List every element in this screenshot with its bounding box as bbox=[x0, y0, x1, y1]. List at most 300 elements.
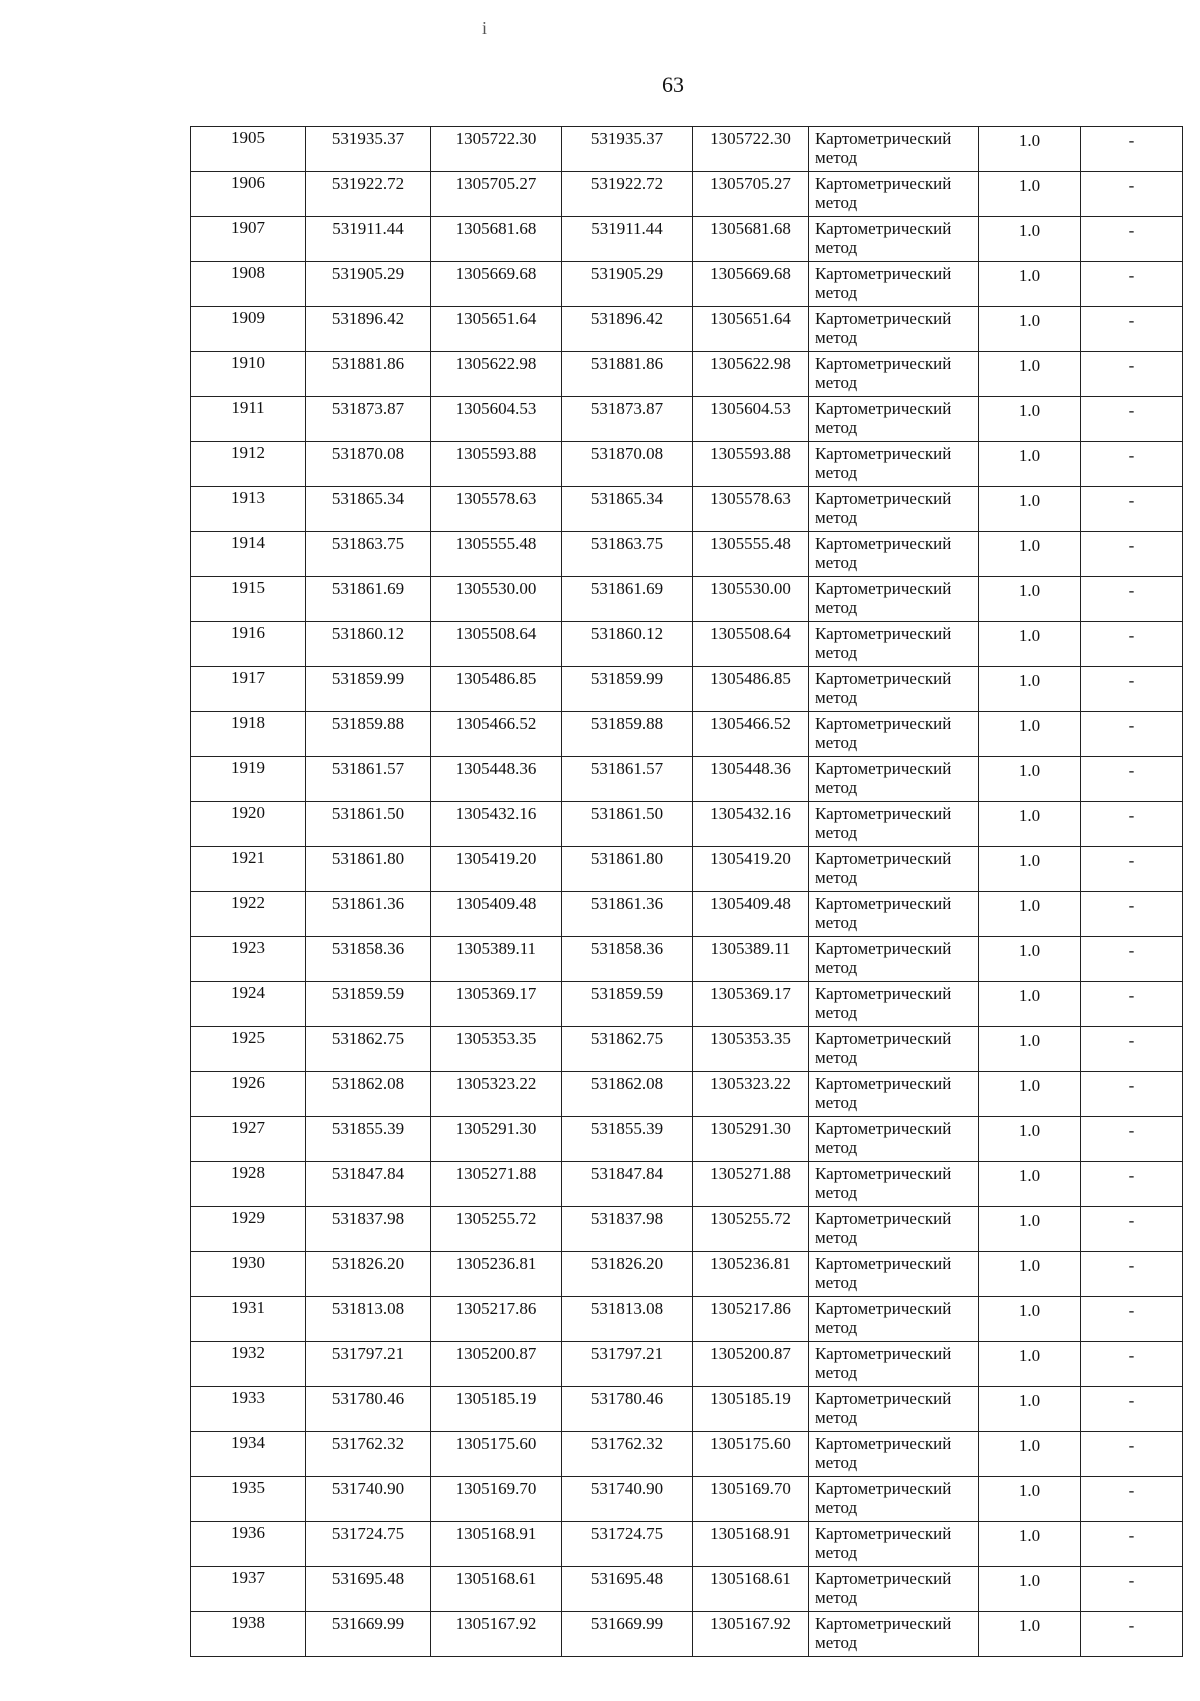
accuracy-cell: 1.0 bbox=[979, 892, 1081, 937]
accuracy-cell: 1.0 bbox=[979, 1432, 1081, 1477]
method-cell: Картометрический метод bbox=[809, 442, 979, 487]
table-row bbox=[191, 1117, 1183, 1162]
table-row bbox=[191, 1612, 1183, 1657]
accuracy-cell: 1.0 bbox=[979, 1387, 1081, 1432]
method-cell: Картометрический метод bbox=[809, 1477, 979, 1522]
point-number-cell: 1930 bbox=[191, 1252, 306, 1297]
x-coordinate-cell: 531847.84 bbox=[306, 1162, 431, 1207]
table-row bbox=[191, 217, 1183, 262]
y-coordinate-copy-cell: 1305593.88 bbox=[693, 442, 809, 487]
y-coordinate-cell: 1305255.72 bbox=[431, 1207, 562, 1252]
description-cell: - bbox=[1081, 1432, 1183, 1477]
y-coordinate-cell: 1305185.19 bbox=[431, 1387, 562, 1432]
point-number-cell: 1907 bbox=[191, 217, 306, 262]
y-coordinate-cell: 1305168.91 bbox=[431, 1522, 562, 1567]
table-row bbox=[191, 667, 1183, 712]
description-cell: - bbox=[1081, 487, 1183, 532]
coordinates-table bbox=[190, 126, 1183, 1657]
method-cell: Картометрический метод bbox=[809, 667, 979, 712]
x-coordinate-cell: 531870.08 bbox=[306, 442, 431, 487]
y-coordinate-cell: 1305353.35 bbox=[431, 1027, 562, 1072]
x-coordinate-copy-cell: 531859.59 bbox=[562, 982, 693, 1027]
table-row bbox=[191, 757, 1183, 802]
table-row bbox=[191, 307, 1183, 352]
accuracy-cell: 1.0 bbox=[979, 352, 1081, 397]
point-number-cell: 1919 bbox=[191, 757, 306, 802]
accuracy-cell: 1.0 bbox=[979, 442, 1081, 487]
y-coordinate-copy-cell: 1305722.30 bbox=[693, 127, 809, 172]
description-cell: - bbox=[1081, 1027, 1183, 1072]
accuracy-cell: 1.0 bbox=[979, 1252, 1081, 1297]
table-row bbox=[191, 712, 1183, 757]
point-number-cell: 1928 bbox=[191, 1162, 306, 1207]
point-number-cell: 1935 bbox=[191, 1477, 306, 1522]
x-coordinate-copy-cell: 531813.08 bbox=[562, 1297, 693, 1342]
x-coordinate-copy-cell: 531863.75 bbox=[562, 532, 693, 577]
y-coordinate-cell: 1305432.16 bbox=[431, 802, 562, 847]
table-row bbox=[191, 1522, 1183, 1567]
description-cell: - bbox=[1081, 1477, 1183, 1522]
x-coordinate-copy-cell: 531865.34 bbox=[562, 487, 693, 532]
point-number-cell: 1936 bbox=[191, 1522, 306, 1567]
method-cell: Картометрический метод bbox=[809, 1432, 979, 1477]
x-coordinate-cell: 531865.34 bbox=[306, 487, 431, 532]
accuracy-cell: 1.0 bbox=[979, 712, 1081, 757]
x-coordinate-copy-cell: 531762.32 bbox=[562, 1432, 693, 1477]
point-number-cell: 1916 bbox=[191, 622, 306, 667]
x-coordinate-cell: 531695.48 bbox=[306, 1567, 431, 1612]
x-coordinate-copy-cell: 531859.88 bbox=[562, 712, 693, 757]
x-coordinate-copy-cell: 531847.84 bbox=[562, 1162, 693, 1207]
y-coordinate-copy-cell: 1305236.81 bbox=[693, 1252, 809, 1297]
method-cell: Картометрический метод bbox=[809, 982, 979, 1027]
x-coordinate-cell: 531826.20 bbox=[306, 1252, 431, 1297]
method-cell: Картометрический метод bbox=[809, 1027, 979, 1072]
x-coordinate-cell: 531861.69 bbox=[306, 577, 431, 622]
point-number-cell: 1908 bbox=[191, 262, 306, 307]
y-coordinate-copy-cell: 1305622.98 bbox=[693, 352, 809, 397]
y-coordinate-cell: 1305466.52 bbox=[431, 712, 562, 757]
method-cell: Картометрический метод bbox=[809, 127, 979, 172]
table-row bbox=[191, 397, 1183, 442]
description-cell: - bbox=[1081, 1162, 1183, 1207]
accuracy-cell: 1.0 bbox=[979, 667, 1081, 712]
y-coordinate-cell: 1305555.48 bbox=[431, 532, 562, 577]
accuracy-cell: 1.0 bbox=[979, 262, 1081, 307]
x-coordinate-cell: 531860.12 bbox=[306, 622, 431, 667]
accuracy-cell: 1.0 bbox=[979, 982, 1081, 1027]
x-coordinate-cell: 531762.32 bbox=[306, 1432, 431, 1477]
description-cell: - bbox=[1081, 307, 1183, 352]
y-coordinate-copy-cell: 1305448.36 bbox=[693, 757, 809, 802]
x-coordinate-copy-cell: 531911.44 bbox=[562, 217, 693, 262]
table-row bbox=[191, 1477, 1183, 1522]
y-coordinate-cell: 1305722.30 bbox=[431, 127, 562, 172]
description-cell: - bbox=[1081, 127, 1183, 172]
x-coordinate-cell: 531855.39 bbox=[306, 1117, 431, 1162]
y-coordinate-cell: 1305167.92 bbox=[431, 1612, 562, 1657]
x-coordinate-cell: 531861.50 bbox=[306, 802, 431, 847]
x-coordinate-cell: 531905.29 bbox=[306, 262, 431, 307]
y-coordinate-copy-cell: 1305486.85 bbox=[693, 667, 809, 712]
point-number-cell: 1933 bbox=[191, 1387, 306, 1432]
x-coordinate-cell: 531780.46 bbox=[306, 1387, 431, 1432]
y-coordinate-cell: 1305323.22 bbox=[431, 1072, 562, 1117]
x-coordinate-copy-cell: 531861.80 bbox=[562, 847, 693, 892]
accuracy-cell: 1.0 bbox=[979, 577, 1081, 622]
point-number-cell: 1934 bbox=[191, 1432, 306, 1477]
point-number-cell: 1926 bbox=[191, 1072, 306, 1117]
y-coordinate-cell: 1305169.70 bbox=[431, 1477, 562, 1522]
table-row bbox=[191, 982, 1183, 1027]
x-coordinate-copy-cell: 531905.29 bbox=[562, 262, 693, 307]
y-coordinate-cell: 1305291.30 bbox=[431, 1117, 562, 1162]
point-number-cell: 1912 bbox=[191, 442, 306, 487]
method-cell: Картометрический метод bbox=[809, 1117, 979, 1162]
y-coordinate-copy-cell: 1305432.16 bbox=[693, 802, 809, 847]
accuracy-cell: 1.0 bbox=[979, 1567, 1081, 1612]
table-row bbox=[191, 1297, 1183, 1342]
x-coordinate-cell: 531862.75 bbox=[306, 1027, 431, 1072]
accuracy-cell: 1.0 bbox=[979, 217, 1081, 262]
accuracy-cell: 1.0 bbox=[979, 172, 1081, 217]
description-cell: - bbox=[1081, 1522, 1183, 1567]
x-coordinate-copy-cell: 531861.50 bbox=[562, 802, 693, 847]
accuracy-cell: 1.0 bbox=[979, 127, 1081, 172]
description-cell: - bbox=[1081, 1387, 1183, 1432]
x-coordinate-cell: 531881.86 bbox=[306, 352, 431, 397]
x-coordinate-copy-cell: 531855.39 bbox=[562, 1117, 693, 1162]
point-number-cell: 1938 bbox=[191, 1612, 306, 1657]
description-cell: - bbox=[1081, 1297, 1183, 1342]
x-coordinate-cell: 531863.75 bbox=[306, 532, 431, 577]
point-number-cell: 1905 bbox=[191, 127, 306, 172]
x-coordinate-cell: 531740.90 bbox=[306, 1477, 431, 1522]
method-cell: Картометрический метод bbox=[809, 577, 979, 622]
y-coordinate-cell: 1305419.20 bbox=[431, 847, 562, 892]
point-number-cell: 1910 bbox=[191, 352, 306, 397]
x-coordinate-cell: 531859.59 bbox=[306, 982, 431, 1027]
x-coordinate-copy-cell: 531896.42 bbox=[562, 307, 693, 352]
table-row bbox=[191, 892, 1183, 937]
y-coordinate-copy-cell: 1305168.91 bbox=[693, 1522, 809, 1567]
table-row bbox=[191, 622, 1183, 667]
table-row bbox=[191, 1342, 1183, 1387]
x-coordinate-copy-cell: 531797.21 bbox=[562, 1342, 693, 1387]
point-number-cell: 1924 bbox=[191, 982, 306, 1027]
x-coordinate-cell: 531873.87 bbox=[306, 397, 431, 442]
method-cell: Картометрический метод bbox=[809, 1522, 979, 1567]
table-row bbox=[191, 487, 1183, 532]
y-coordinate-copy-cell: 1305578.63 bbox=[693, 487, 809, 532]
y-coordinate-copy-cell: 1305167.92 bbox=[693, 1612, 809, 1657]
y-coordinate-copy-cell: 1305168.61 bbox=[693, 1567, 809, 1612]
x-coordinate-copy-cell: 531695.48 bbox=[562, 1567, 693, 1612]
x-coordinate-cell: 531859.88 bbox=[306, 712, 431, 757]
x-coordinate-copy-cell: 531922.72 bbox=[562, 172, 693, 217]
description-cell: - bbox=[1081, 712, 1183, 757]
accuracy-cell: 1.0 bbox=[979, 1117, 1081, 1162]
y-coordinate-copy-cell: 1305217.86 bbox=[693, 1297, 809, 1342]
method-cell: Картометрический метод bbox=[809, 397, 979, 442]
y-coordinate-cell: 1305369.17 bbox=[431, 982, 562, 1027]
accuracy-cell: 1.0 bbox=[979, 1612, 1081, 1657]
y-coordinate-copy-cell: 1305651.64 bbox=[693, 307, 809, 352]
accuracy-cell: 1.0 bbox=[979, 1207, 1081, 1252]
x-coordinate-cell: 531922.72 bbox=[306, 172, 431, 217]
x-coordinate-cell: 531813.08 bbox=[306, 1297, 431, 1342]
x-coordinate-cell: 531669.99 bbox=[306, 1612, 431, 1657]
description-cell: - bbox=[1081, 1207, 1183, 1252]
x-coordinate-copy-cell: 531859.99 bbox=[562, 667, 693, 712]
point-number-cell: 1925 bbox=[191, 1027, 306, 1072]
x-coordinate-copy-cell: 531935.37 bbox=[562, 127, 693, 172]
description-cell: - bbox=[1081, 577, 1183, 622]
table-row bbox=[191, 127, 1183, 172]
y-coordinate-cell: 1305669.68 bbox=[431, 262, 562, 307]
accuracy-cell: 1.0 bbox=[979, 397, 1081, 442]
x-coordinate-copy-cell: 531862.08 bbox=[562, 1072, 693, 1117]
method-cell: Картометрический метод bbox=[809, 1297, 979, 1342]
table-row bbox=[191, 1162, 1183, 1207]
y-coordinate-copy-cell: 1305185.19 bbox=[693, 1387, 809, 1432]
accuracy-cell: 1.0 bbox=[979, 1342, 1081, 1387]
x-coordinate-cell: 531861.57 bbox=[306, 757, 431, 802]
method-cell: Картометрический метод bbox=[809, 1162, 979, 1207]
table-row bbox=[191, 1072, 1183, 1117]
handwritten-page-mark: i bbox=[482, 18, 490, 38]
y-coordinate-cell: 1305200.87 bbox=[431, 1342, 562, 1387]
y-coordinate-copy-cell: 1305291.30 bbox=[693, 1117, 809, 1162]
y-coordinate-cell: 1305530.00 bbox=[431, 577, 562, 622]
y-coordinate-copy-cell: 1305705.27 bbox=[693, 172, 809, 217]
y-coordinate-copy-cell: 1305530.00 bbox=[693, 577, 809, 622]
y-coordinate-cell: 1305217.86 bbox=[431, 1297, 562, 1342]
method-cell: Картометрический метод bbox=[809, 217, 979, 262]
x-coordinate-copy-cell: 531837.98 bbox=[562, 1207, 693, 1252]
method-cell: Картометрический метод bbox=[809, 1207, 979, 1252]
table-row bbox=[191, 802, 1183, 847]
accuracy-cell: 1.0 bbox=[979, 757, 1081, 802]
point-number-cell: 1918 bbox=[191, 712, 306, 757]
x-coordinate-copy-cell: 531858.36 bbox=[562, 937, 693, 982]
table-row bbox=[191, 262, 1183, 307]
y-coordinate-copy-cell: 1305353.35 bbox=[693, 1027, 809, 1072]
x-coordinate-copy-cell: 531861.36 bbox=[562, 892, 693, 937]
accuracy-cell: 1.0 bbox=[979, 487, 1081, 532]
table-row bbox=[191, 442, 1183, 487]
y-coordinate-cell: 1305236.81 bbox=[431, 1252, 562, 1297]
point-number-cell: 1909 bbox=[191, 307, 306, 352]
point-number-cell: 1913 bbox=[191, 487, 306, 532]
y-coordinate-copy-cell: 1305389.11 bbox=[693, 937, 809, 982]
x-coordinate-cell: 531935.37 bbox=[306, 127, 431, 172]
y-coordinate-cell: 1305271.88 bbox=[431, 1162, 562, 1207]
x-coordinate-copy-cell: 531740.90 bbox=[562, 1477, 693, 1522]
method-cell: Картометрический метод bbox=[809, 757, 979, 802]
method-cell: Картометрический метод bbox=[809, 712, 979, 757]
x-coordinate-cell: 531797.21 bbox=[306, 1342, 431, 1387]
y-coordinate-cell: 1305705.27 bbox=[431, 172, 562, 217]
method-cell: Картометрический метод bbox=[809, 532, 979, 577]
accuracy-cell: 1.0 bbox=[979, 1072, 1081, 1117]
method-cell: Картометрический метод bbox=[809, 622, 979, 667]
table-row bbox=[191, 1567, 1183, 1612]
method-cell: Картометрический метод bbox=[809, 487, 979, 532]
y-coordinate-copy-cell: 1305271.88 bbox=[693, 1162, 809, 1207]
y-coordinate-copy-cell: 1305255.72 bbox=[693, 1207, 809, 1252]
y-coordinate-cell: 1305486.85 bbox=[431, 667, 562, 712]
description-cell: - bbox=[1081, 172, 1183, 217]
description-cell: - bbox=[1081, 1072, 1183, 1117]
point-number-cell: 1915 bbox=[191, 577, 306, 622]
accuracy-cell: 1.0 bbox=[979, 307, 1081, 352]
y-coordinate-copy-cell: 1305409.48 bbox=[693, 892, 809, 937]
x-coordinate-copy-cell: 531724.75 bbox=[562, 1522, 693, 1567]
accuracy-cell: 1.0 bbox=[979, 622, 1081, 667]
x-coordinate-cell: 531724.75 bbox=[306, 1522, 431, 1567]
y-coordinate-copy-cell: 1305323.22 bbox=[693, 1072, 809, 1117]
point-number-cell: 1906 bbox=[191, 172, 306, 217]
description-cell: - bbox=[1081, 847, 1183, 892]
y-coordinate-cell: 1305175.60 bbox=[431, 1432, 562, 1477]
table-row bbox=[191, 937, 1183, 982]
description-cell: - bbox=[1081, 262, 1183, 307]
y-coordinate-cell: 1305448.36 bbox=[431, 757, 562, 802]
method-cell: Картометрический метод bbox=[809, 1387, 979, 1432]
accuracy-cell: 1.0 bbox=[979, 1027, 1081, 1072]
y-coordinate-cell: 1305604.53 bbox=[431, 397, 562, 442]
accuracy-cell: 1.0 bbox=[979, 532, 1081, 577]
description-cell: - bbox=[1081, 1342, 1183, 1387]
description-cell: - bbox=[1081, 1567, 1183, 1612]
y-coordinate-copy-cell: 1305508.64 bbox=[693, 622, 809, 667]
description-cell: - bbox=[1081, 532, 1183, 577]
method-cell: Картометрический метод bbox=[809, 352, 979, 397]
point-number-cell: 1927 bbox=[191, 1117, 306, 1162]
y-coordinate-cell: 1305168.61 bbox=[431, 1567, 562, 1612]
x-coordinate-copy-cell: 531870.08 bbox=[562, 442, 693, 487]
table-row bbox=[191, 532, 1183, 577]
y-coordinate-cell: 1305651.64 bbox=[431, 307, 562, 352]
description-cell: - bbox=[1081, 892, 1183, 937]
point-number-cell: 1932 bbox=[191, 1342, 306, 1387]
x-coordinate-copy-cell: 531860.12 bbox=[562, 622, 693, 667]
accuracy-cell: 1.0 bbox=[979, 847, 1081, 892]
table-row bbox=[191, 1432, 1183, 1477]
x-coordinate-cell: 531861.36 bbox=[306, 892, 431, 937]
x-coordinate-cell: 531837.98 bbox=[306, 1207, 431, 1252]
accuracy-cell: 1.0 bbox=[979, 937, 1081, 982]
x-coordinate-copy-cell: 531826.20 bbox=[562, 1252, 693, 1297]
y-coordinate-copy-cell: 1305466.52 bbox=[693, 712, 809, 757]
point-number-cell: 1914 bbox=[191, 532, 306, 577]
table-row bbox=[191, 1207, 1183, 1252]
table-row bbox=[191, 1387, 1183, 1432]
y-coordinate-copy-cell: 1305369.17 bbox=[693, 982, 809, 1027]
y-coordinate-copy-cell: 1305669.68 bbox=[693, 262, 809, 307]
description-cell: - bbox=[1081, 757, 1183, 802]
description-cell: - bbox=[1081, 352, 1183, 397]
method-cell: Картометрический метод bbox=[809, 847, 979, 892]
point-number-cell: 1911 bbox=[191, 397, 306, 442]
y-coordinate-cell: 1305389.11 bbox=[431, 937, 562, 982]
method-cell: Картометрический метод bbox=[809, 172, 979, 217]
x-coordinate-copy-cell: 531861.57 bbox=[562, 757, 693, 802]
table-row bbox=[191, 577, 1183, 622]
accuracy-cell: 1.0 bbox=[979, 1297, 1081, 1342]
description-cell: - bbox=[1081, 622, 1183, 667]
method-cell: Картометрический метод bbox=[809, 1612, 979, 1657]
y-coordinate-copy-cell: 1305200.87 bbox=[693, 1342, 809, 1387]
description-cell: - bbox=[1081, 1117, 1183, 1162]
point-number-cell: 1937 bbox=[191, 1567, 306, 1612]
method-cell: Картометрический метод bbox=[809, 802, 979, 847]
accuracy-cell: 1.0 bbox=[979, 802, 1081, 847]
point-number-cell: 1931 bbox=[191, 1297, 306, 1342]
table-row bbox=[191, 1252, 1183, 1297]
y-coordinate-copy-cell: 1305419.20 bbox=[693, 847, 809, 892]
method-cell: Картометрический метод bbox=[809, 1342, 979, 1387]
page-number: 63 bbox=[662, 72, 684, 97]
point-number-cell: 1929 bbox=[191, 1207, 306, 1252]
description-cell: - bbox=[1081, 217, 1183, 262]
y-coordinate-cell: 1305622.98 bbox=[431, 352, 562, 397]
x-coordinate-copy-cell: 531873.87 bbox=[562, 397, 693, 442]
x-coordinate-cell: 531896.42 bbox=[306, 307, 431, 352]
x-coordinate-copy-cell: 531861.69 bbox=[562, 577, 693, 622]
y-coordinate-cell: 1305578.63 bbox=[431, 487, 562, 532]
point-number-cell: 1920 bbox=[191, 802, 306, 847]
point-number-cell: 1922 bbox=[191, 892, 306, 937]
x-coordinate-cell: 531862.08 bbox=[306, 1072, 431, 1117]
x-coordinate-cell: 531858.36 bbox=[306, 937, 431, 982]
accuracy-cell: 1.0 bbox=[979, 1162, 1081, 1207]
y-coordinate-cell: 1305409.48 bbox=[431, 892, 562, 937]
description-cell: - bbox=[1081, 667, 1183, 712]
description-cell: - bbox=[1081, 982, 1183, 1027]
accuracy-cell: 1.0 bbox=[979, 1522, 1081, 1567]
x-coordinate-copy-cell: 531669.99 bbox=[562, 1612, 693, 1657]
x-coordinate-copy-cell: 531881.86 bbox=[562, 352, 693, 397]
method-cell: Картометрический метод bbox=[809, 937, 979, 982]
x-coordinate-cell: 531911.44 bbox=[306, 217, 431, 262]
table-row bbox=[191, 847, 1183, 892]
point-number-cell: 1917 bbox=[191, 667, 306, 712]
method-cell: Картометрический метод bbox=[809, 1567, 979, 1612]
y-coordinate-cell: 1305508.64 bbox=[431, 622, 562, 667]
y-coordinate-cell: 1305593.88 bbox=[431, 442, 562, 487]
point-number-cell: 1923 bbox=[191, 937, 306, 982]
x-coordinate-copy-cell: 531780.46 bbox=[562, 1387, 693, 1432]
method-cell: Картометрический метод bbox=[809, 1252, 979, 1297]
y-coordinate-copy-cell: 1305555.48 bbox=[693, 532, 809, 577]
description-cell: - bbox=[1081, 397, 1183, 442]
point-number-cell: 1921 bbox=[191, 847, 306, 892]
description-cell: - bbox=[1081, 1252, 1183, 1297]
method-cell: Картометрический метод bbox=[809, 1072, 979, 1117]
description-cell: - bbox=[1081, 442, 1183, 487]
y-coordinate-copy-cell: 1305169.70 bbox=[693, 1477, 809, 1522]
y-coordinate-copy-cell: 1305604.53 bbox=[693, 397, 809, 442]
method-cell: Картометрический метод bbox=[809, 262, 979, 307]
accuracy-cell: 1.0 bbox=[979, 1477, 1081, 1522]
description-cell: - bbox=[1081, 1612, 1183, 1657]
method-cell: Картометрический метод bbox=[809, 307, 979, 352]
y-coordinate-cell: 1305681.68 bbox=[431, 217, 562, 262]
description-cell: - bbox=[1081, 802, 1183, 847]
x-coordinate-copy-cell: 531862.75 bbox=[562, 1027, 693, 1072]
